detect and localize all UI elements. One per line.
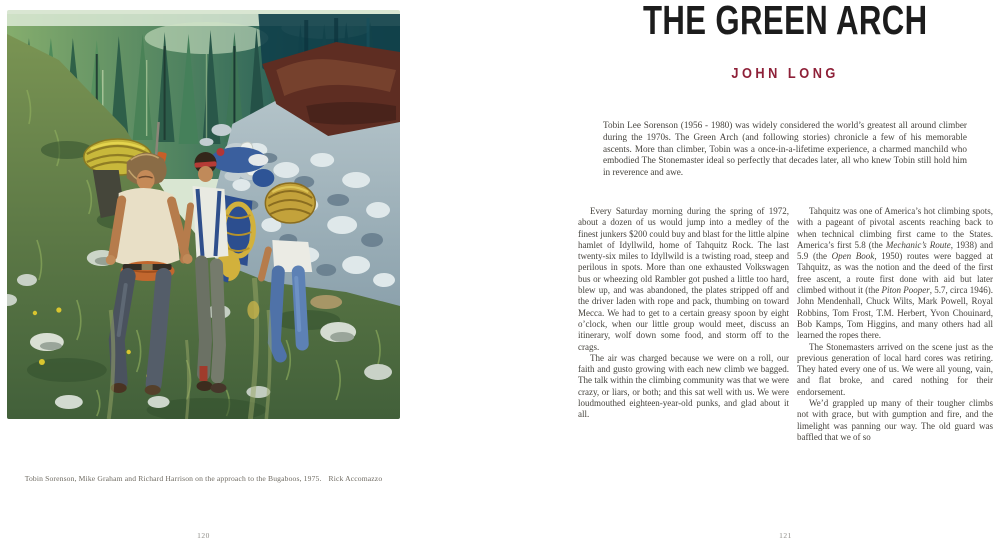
body-columns — [578, 206, 993, 443]
approach-photo-illustration — [7, 10, 400, 419]
page-number-left: 120 — [197, 531, 210, 540]
body-column-left — [578, 206, 789, 443]
body-paragraph: The air was charged because we were on a roll, our faith and gusto growing with each new climb we bagged. The talk within the climbing community was that we were crazy, or liars, or both; and this sat well with us. We were loudmouthed eighteen-year-old punks, and glad about it all. — [578, 352, 789, 420]
page-number-right: 121 — [779, 531, 792, 540]
photo-caption — [7, 474, 400, 484]
approach-photo — [7, 10, 400, 419]
chapter-intro: Tobin Lee Sorenson (1956 - 1980) was widely considered the world’s greatest all around climber during the 1970s. The Green Arch (and following stories) chronicle a few of his memorable ascents. More than climber, Tobin was a once-in-a-lifetime experience, a charmed manchild who embodied The Stonemaster ideal so perfectly that decades later, all who knew Tobin still hold him in reverence and awe. — [603, 120, 967, 178]
body-paragraph: The Stonemasters arrived on the scene just as the previous generation of local hard cores was retiring. They hated every one of us. We were all young, vain, and flat broke, and cared nothing for their endorsement. — [797, 341, 993, 397]
chapter-author: JOHN LONG — [731, 66, 840, 82]
photo-caption-text: Tobin Sorenson, Mike Graham and Richard Harrison on the approach to the Bugaboos, 1975. — [24, 474, 322, 483]
body-paragraph: We’d grappled up many of their tougher climbs not with grace, but with gumption and fire, and the limelight was panning our way. The old guard was baffled that we of so — [797, 398, 993, 442]
body-paragraph: Every Saturday morning during the spring of 1972, about a dozen of us would jump into a medley of the finest junkers $200 could buy and blast for the little alpine hamlet of Idyllwild, home of Tahquitz Rock. The last twenty-six miles to Idyllwild is a twisting road, steep and perilous in spots. More than one exhausted Volkswagen bus or wheezing old Rambler got pushed a little too hard, blew up, and was abandoned, the plates stripped off and the driver laden with rope and pack, thumbing on toward Mecca. We had to get to a certain greasy spoon by eight o’clock, when our little group would meet, discuss an itinerary, wolf down some food, and storm off to the crags. — [578, 206, 789, 352]
body-column-right — [797, 206, 993, 443]
photo-credit: Rick Accomazzo — [328, 474, 383, 483]
body-paragraph: Tahquitz was one of America’s hot climbing spots, with a pageant of pivotal ascents reaching back to when technical climbing first came to the States. America’s first 5.8 (the Mechanic’s Route, 1938) and 5.9 (the Open Book, 1950) routes were bagged at Tahquitz, as was the notion and the deed of the first free ascent, a route first done with aid but later climbed without it (the Piton Pooper, 5.7, circa 1946). John Mendenhall, Chuck Wilts, Mark Powell, Royal Robbins, Tom Frost, T.M. Herbert, Yvon Chouinard, Bob Kamps, Tom Higgins, and many others had all learned the ropes there. — [797, 206, 993, 341]
chapter-title: THE GREEN ARCH — [643, 0, 928, 43]
